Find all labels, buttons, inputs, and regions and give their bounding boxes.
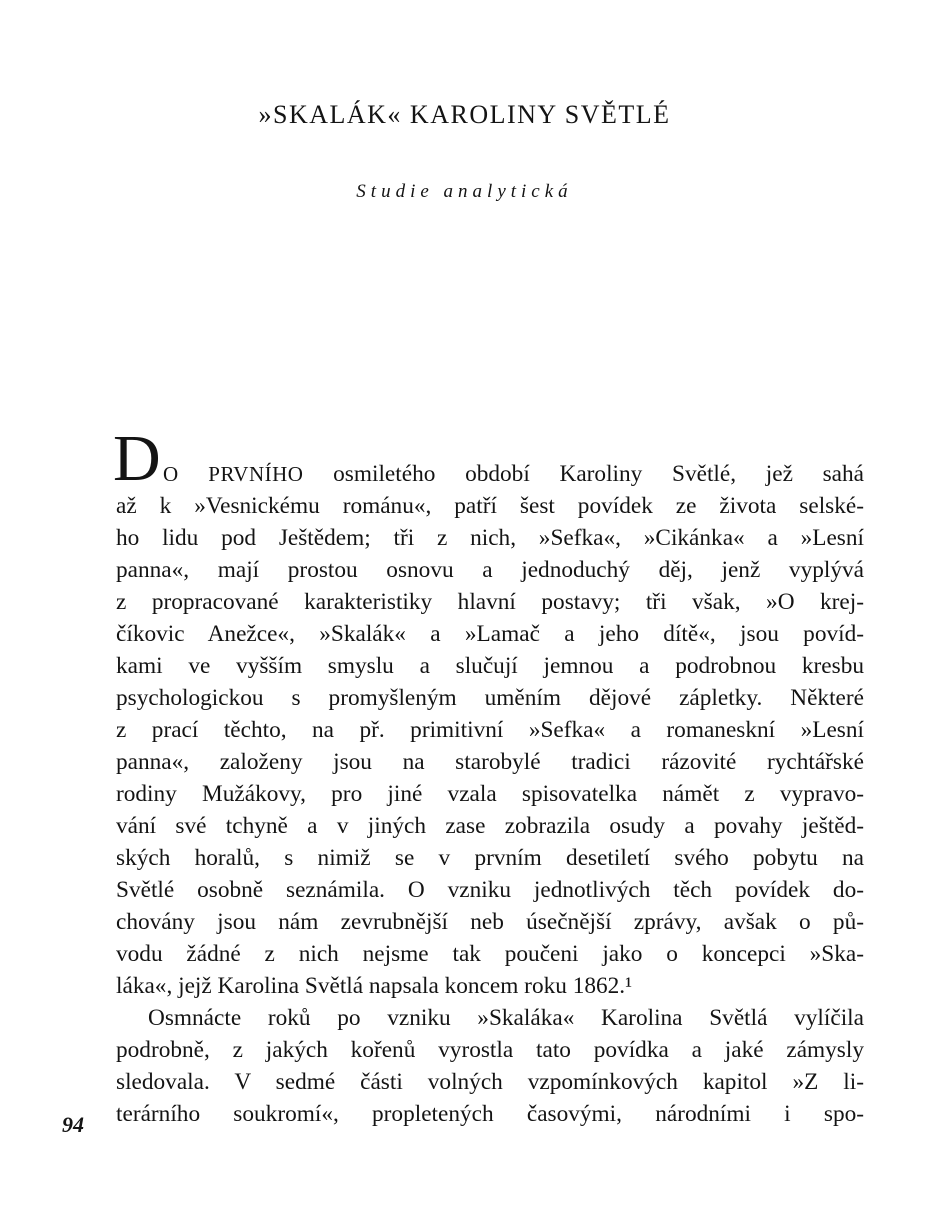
chapter-title: »SKALÁK« KAROLINY SVĚTLÉ [258, 100, 671, 129]
text-line: ho lidu pod Ještědem; tři z nich, »Sefka«, »Cikánka« a »Lesní [116, 525, 864, 551]
text-line: vání své tchyně a v jiných zase zobrazila osudy a povahy ještěd- [116, 813, 864, 839]
text-line: psychologickou s promyšleným uměním dějové zápletky. Některé [116, 685, 864, 711]
text-line: vodu žádné z nich nejsme tak poučeni jako o koncepci »Ska- [116, 941, 864, 967]
text-line: Osmnácte roků po vzniku »Skaláka« Karolina Světlá vylíčila [148, 1005, 864, 1031]
text-line: podrobně, z jakých kořenů vyrostla tato povídka a jaké zámysly [116, 1037, 864, 1063]
first-line-rest: osmiletého období Karoliny Světlé, jež sahá [333, 461, 865, 487]
drop-cap: D [113, 422, 161, 495]
paragraph-first-line [113, 422, 865, 495]
text-line: z prací těchto, na př. primitivní »Sefka« a romaneskní »Lesní [116, 717, 864, 743]
chapter-subtitle: Studie analytická [356, 181, 573, 202]
text-line: panna«, mají prostou osnovu a jednoduchý děj, jenž vyplývá [116, 557, 864, 583]
text-line: sledovala. V sedmé části volných vzpomínkových kapitol »Z li- [116, 1069, 864, 1095]
text-line [163, 458, 864, 490]
body-text [113, 422, 865, 1130]
text-line: číkovic Anežce«, »Skalák« a »Lamač a jeho dítě«, jsou povíd- [116, 621, 864, 647]
text-line: z propracované karakteristiky hlavní postavy; tři však, »O krej- [116, 589, 864, 615]
text-line: Světlé osobně seznámila. O vzniku jednotlivých těch povídek do- [116, 877, 864, 903]
page-number: 94 [62, 1112, 84, 1137]
opening-caps: O PRVNÍHO [163, 462, 304, 486]
text-line: panna«, založeny jsou na starobylé tradici rázovité rychtářské [116, 749, 864, 775]
text-line: terárního soukromí«, propletených časovými, národními i spo- [116, 1101, 864, 1127]
text-line: rodiny Mužákovy, pro jiné vzala spisovatelka námět z vypravo- [116, 781, 864, 807]
text-line: až k »Vesnickému románu«, patří šest povídek ze života selské- [116, 493, 864, 519]
text-line: kami ve vyšším smyslu a slučují jemnou a podrobnou kresbu [116, 653, 864, 679]
text-line: láka«, jejž Karolina Světlá napsala koncem roku 1862.¹ [116, 973, 633, 999]
text-line: chovány jsou nám zevrubnější neb úsečnější zprávy, avšak o pů- [116, 909, 864, 935]
text-line: ských horalů, s nimiž se v prvním desetiletí svého pobytu na [116, 845, 864, 871]
